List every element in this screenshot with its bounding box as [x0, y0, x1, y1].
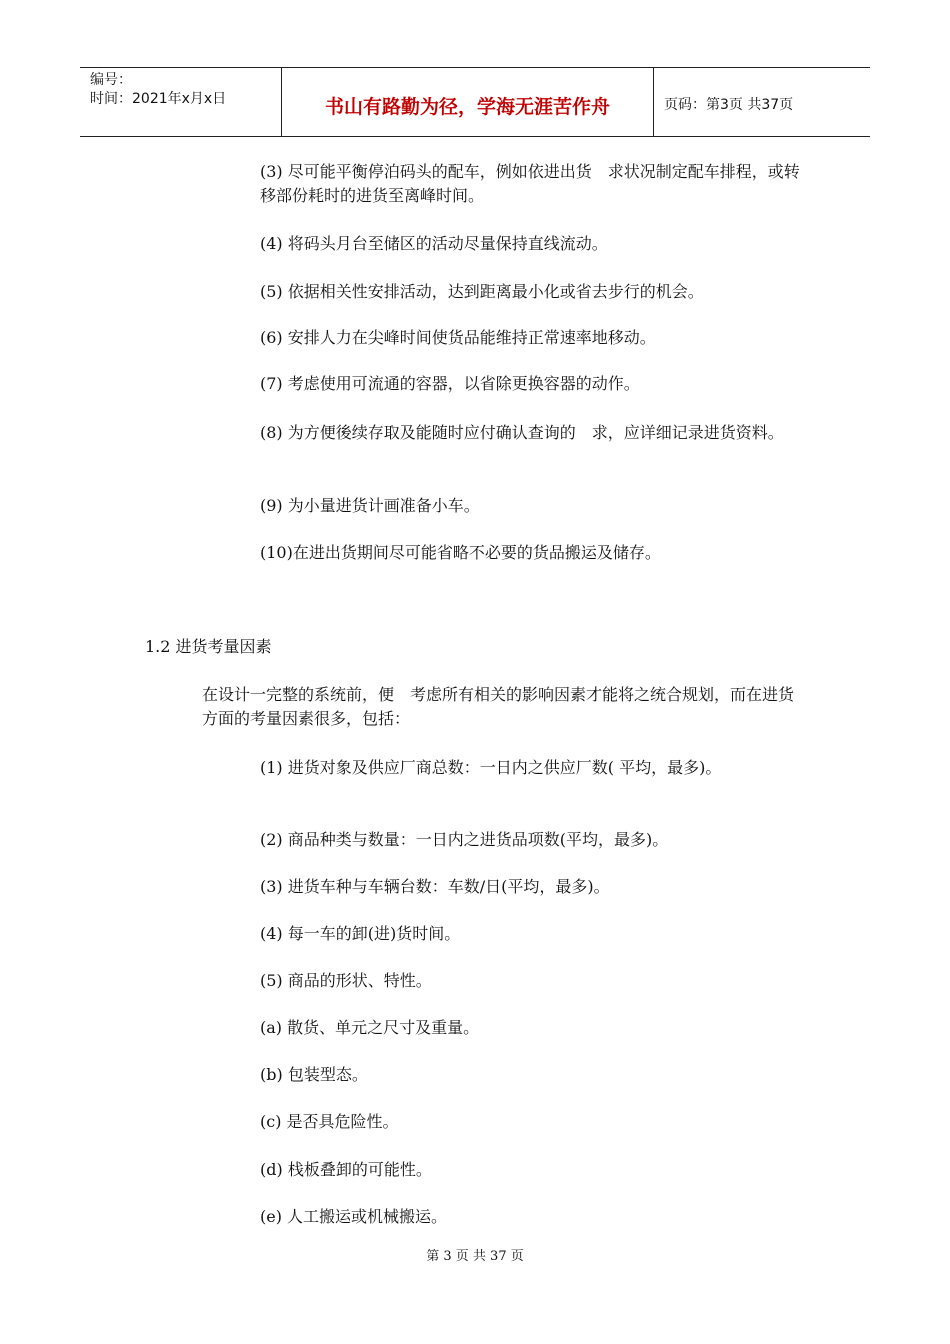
list-item: (2) 商品种类与数量：一日内之进货品项数(平均，最多)。	[260, 830, 669, 849]
list-item: (d) 栈板叠卸的可能性。	[260, 1160, 432, 1179]
list-item: (9) 为小量进货计画准备小车。	[260, 496, 480, 515]
list-item: (4) 每一车的卸(进)货时间。	[260, 924, 461, 943]
section-title: 1.2 进货考量因素	[145, 637, 272, 656]
page-footer: 第 3 页 共 37 页	[426, 1249, 524, 1264]
header-time-label: 时间：2021年x月x日	[90, 91, 227, 107]
list-item: (1) 进货对象及供应厂商总数：一日内之供应厂数( 平均，最多)。	[260, 758, 722, 777]
list-item: (c) 是否具危险性。	[260, 1112, 399, 1131]
header-page-label: 页码：第3页 共37页	[664, 97, 794, 113]
list-item: (5) 商品的形状、特性。	[260, 971, 432, 990]
list-item: (3) 进货车种与车辆台数：车数/日(平均，最多)。	[260, 877, 610, 896]
list-item: (4) 将码头月台至储区的活动尽量保持直线流动。	[260, 234, 608, 253]
header-motto: 书山有路勤为径，学海无涯苦作舟	[282, 68, 654, 136]
header-number-label: 编号：	[90, 72, 132, 88]
list-item: (6) 安排人力在尖峰时间使货品能维持正常速率地移动。	[260, 328, 656, 347]
header-meta-cell	[80, 68, 282, 136]
intro-paragraph: 在设计一完整的系统前，便 考虑所有相关的影响因素才能将之统合规划，而在进货方面的考量因素很多，包括：	[202, 685, 795, 728]
list-item: (8) 为方便後续存取及能随时应付确认查询的 求，应详细记录进货资料。	[260, 423, 784, 442]
document-header	[80, 67, 870, 137]
list-item: (5) 依据相关性安排活动，达到距离最小化或省去步行的机会。	[260, 282, 704, 301]
list-item: (3) 尽可能平衡停泊码头的配车，例如依进出货 求状况制定配车排程，或转移部份耗时的进货至离峰时间。	[260, 162, 800, 205]
list-item: (7) 考虑使用可流通的容器，以省除更换容器的动作。	[260, 374, 640, 393]
list-item: (e) 人工搬运或机械搬运。	[260, 1207, 448, 1226]
list-item: (10)在进出货期间尽可能省略不必要的货品搬运及储存。	[260, 543, 661, 562]
list-item: (b) 包装型态。	[260, 1065, 368, 1084]
list-item: (a) 散货、单元之尺寸及重量。	[260, 1018, 480, 1037]
